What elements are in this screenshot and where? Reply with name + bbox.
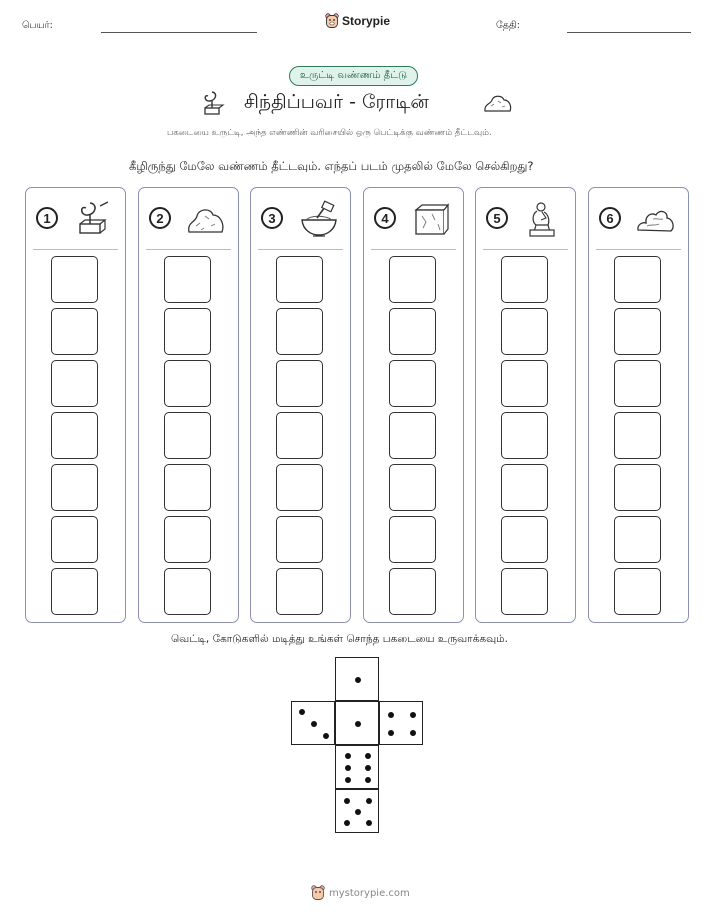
color-box[interactable]: [276, 464, 323, 511]
bear-mascot-icon: [325, 13, 339, 29]
column-number: 3: [261, 207, 283, 229]
color-box[interactable]: [614, 256, 661, 303]
dice-face-1: [335, 657, 379, 701]
color-box[interactable]: [501, 256, 548, 303]
color-box[interactable]: [276, 256, 323, 303]
column-1: [25, 187, 126, 623]
dice-pip: [365, 753, 371, 759]
color-box[interactable]: [276, 516, 323, 563]
color-box[interactable]: [164, 516, 211, 563]
dice-pip: [311, 721, 317, 727]
color-box[interactable]: [51, 308, 98, 355]
color-box[interactable]: [501, 464, 548, 511]
color-box[interactable]: [164, 464, 211, 511]
column-number: 5: [486, 207, 508, 229]
column-5: [475, 187, 576, 623]
footer-logo: [311, 885, 410, 901]
color-box[interactable]: [276, 568, 323, 615]
dice-pip: [299, 709, 305, 715]
date-field[interactable]: [567, 32, 691, 33]
color-box[interactable]: [389, 516, 436, 563]
color-box[interactable]: [51, 360, 98, 407]
color-box[interactable]: [614, 464, 661, 511]
dice-pip: [355, 809, 361, 815]
mixing-bowl-icon: [295, 200, 341, 238]
color-box[interactable]: [276, 308, 323, 355]
clay-pile-icon: [633, 200, 679, 238]
sculptor-tools-icon: [200, 90, 226, 118]
color-box[interactable]: [501, 308, 548, 355]
dice-pip: [365, 777, 371, 783]
color-box[interactable]: [51, 516, 98, 563]
dice-face-6: [335, 745, 379, 789]
dice-pip: [365, 765, 371, 771]
activity-badge: உருட்டி வண்ணம் தீட்டு: [289, 66, 418, 86]
dice-pip: [366, 820, 372, 826]
column-number: 1: [36, 207, 58, 229]
column-number: 4: [374, 207, 396, 229]
dice-face-4: [379, 701, 423, 745]
color-box[interactable]: [614, 308, 661, 355]
color-box[interactable]: [389, 568, 436, 615]
column-divider: [33, 249, 118, 250]
color-box[interactable]: [389, 308, 436, 355]
dice-pip: [355, 721, 361, 727]
color-box[interactable]: [389, 256, 436, 303]
color-box[interactable]: [51, 464, 98, 511]
dice-pip: [345, 753, 351, 759]
color-box[interactable]: [614, 516, 661, 563]
color-box[interactable]: [501, 516, 548, 563]
dice-pip: [355, 677, 361, 683]
dice-pip: [344, 798, 350, 804]
footer-url[interactable]: mystorypie.com: [329, 887, 410, 899]
bear-mascot-icon: [311, 885, 325, 901]
color-box[interactable]: [276, 412, 323, 459]
color-box[interactable]: [164, 568, 211, 615]
color-box[interactable]: [164, 308, 211, 355]
thinker-statue-icon: [520, 200, 566, 238]
column-divider: [258, 249, 343, 250]
dice-face-3: [291, 701, 335, 745]
color-box[interactable]: [51, 568, 98, 615]
dice-face-1b: [335, 701, 379, 745]
date-label: தேதி:: [496, 20, 520, 31]
column-number: 2: [149, 207, 171, 229]
brand-name: Storypie: [342, 14, 391, 28]
color-box[interactable]: [276, 360, 323, 407]
dice-pip: [410, 712, 416, 718]
dice-pip: [388, 712, 394, 718]
dice-instruction: வெட்டி, கோடுகளில் மடித்து உங்கள் சொந்த பகடையை உருவாக்கவும்.: [171, 633, 508, 645]
dice-pip: [345, 765, 351, 771]
column-number: 6: [599, 207, 621, 229]
color-box[interactable]: [501, 568, 548, 615]
clay-lump-icon: [183, 200, 229, 238]
color-box[interactable]: [164, 412, 211, 459]
page-title: சிந்திப்பவர் - ரோடின்: [244, 91, 429, 113]
name-label: பெயர்:: [22, 20, 53, 31]
color-box[interactable]: [501, 412, 548, 459]
column-divider: [371, 249, 456, 250]
dice-face-5: [335, 789, 379, 833]
color-box[interactable]: [389, 464, 436, 511]
color-box[interactable]: [501, 360, 548, 407]
color-box[interactable]: [614, 568, 661, 615]
color-box[interactable]: [164, 256, 211, 303]
dice-pip: [366, 798, 372, 804]
color-box[interactable]: [51, 256, 98, 303]
column-divider: [146, 249, 231, 250]
dice-pip: [345, 777, 351, 783]
sculptor-tools-icon: [70, 200, 116, 238]
dice-pip: [388, 730, 394, 736]
column-2: [138, 187, 239, 623]
instruction-text: கீழிருந்து மேலே வண்ணம் தீட்டவும். எந்தப் படம் முதலில் மேலே செல்கிறது?: [129, 159, 534, 173]
color-box[interactable]: [51, 412, 98, 459]
subtitle: பகடையை உருட்டி, அந்த எண்ணின் வரிசையில் ஒரு பெட்டிக்கு வண்ணம் தீட்டவும்.: [167, 128, 492, 138]
color-box[interactable]: [164, 360, 211, 407]
column-divider: [483, 249, 568, 250]
color-box[interactable]: [389, 360, 436, 407]
name-field[interactable]: [101, 32, 257, 33]
storypie-logo: [325, 13, 390, 29]
column-3: [250, 187, 351, 623]
color-box[interactable]: [614, 412, 661, 459]
column-divider: [596, 249, 681, 250]
clay-lump-icon: [482, 92, 514, 116]
dice-pip: [410, 730, 416, 736]
column-4: [363, 187, 464, 623]
column-6: [588, 187, 689, 623]
color-box[interactable]: [614, 360, 661, 407]
dice-pip: [323, 733, 329, 739]
dice-pip: [344, 820, 350, 826]
color-box[interactable]: [389, 412, 436, 459]
stone-block-icon: [408, 200, 454, 238]
